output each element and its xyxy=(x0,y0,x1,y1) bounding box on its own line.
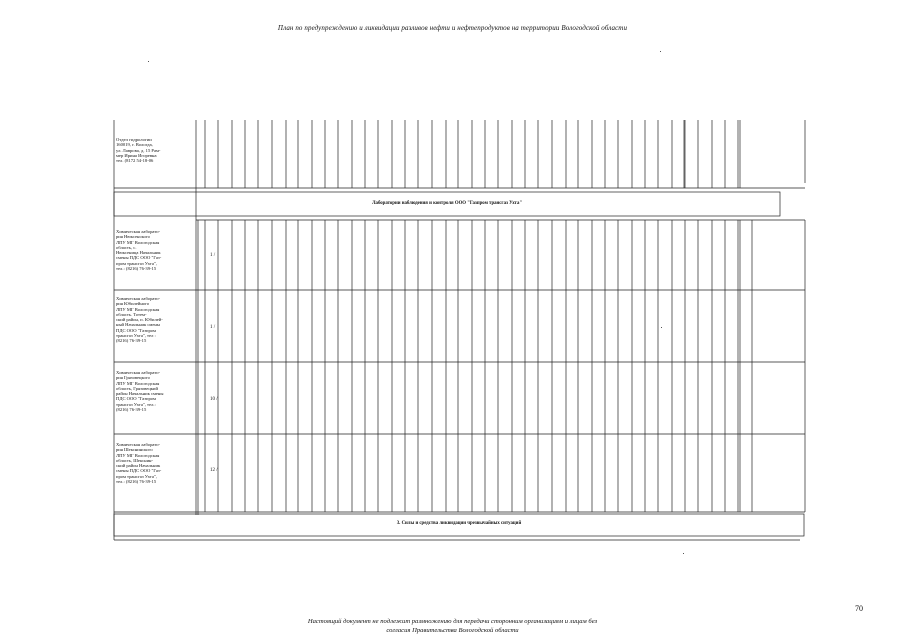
row-text-line: мер Ирина Игоревна xyxy=(116,152,157,158)
row-text-line: трансгаз Ухта", тел : xyxy=(116,333,156,339)
row-text-line: пром трансгаз Ухта", xyxy=(116,260,157,266)
row-text-line: ский район, п. Юбилей- xyxy=(116,317,163,323)
row-text-line: рия Грязовецкого xyxy=(116,375,150,381)
row-text-line: ЛПУ МГ Вологодская xyxy=(116,380,160,386)
row-text-line: Отдел гидрологии xyxy=(116,137,152,142)
scan-speck xyxy=(661,327,662,328)
qty-lab-gryazovets: 10 / xyxy=(210,397,218,402)
row-text-line: рия Шекснинского xyxy=(116,447,153,453)
row-text-line: Химическая лаборато- xyxy=(116,370,161,375)
row-text-line: Химическая лаборато- xyxy=(116,296,161,301)
row-text-line: область, Грязовецкий xyxy=(116,385,158,391)
row-text-line: Химическая лаборато- xyxy=(116,229,161,234)
row-text-line: тел.: (8216) 76-39-15 xyxy=(116,266,157,272)
row-text-line: тел. (8172 54-18-06 xyxy=(116,158,154,164)
row-text-line: Химическая лаборато- xyxy=(116,442,161,447)
row-text-line: область, Шекснин- xyxy=(116,457,154,463)
row-lab-yubileyny xyxy=(116,296,194,344)
row-text-line: 160019, г. Вологда, xyxy=(116,142,153,148)
page-number: 70 xyxy=(855,604,863,613)
row-text-line: пром трансгаз Ухта", xyxy=(116,473,157,479)
scan-speck xyxy=(660,51,661,52)
row-text-line: ЛПУ МГ Вологодская xyxy=(116,306,160,312)
row-text-line: Нюксеница Начальник xyxy=(116,250,161,256)
row-text-line: (8216) 76-39-15 xyxy=(116,338,147,344)
row-text-line: трансгаз Ухта", тел.: xyxy=(116,401,156,407)
row-lab-nyuksenitsa xyxy=(116,229,194,271)
row-lab-sheksna xyxy=(116,442,194,484)
row-text-line: рия Нюксенского xyxy=(116,234,150,240)
footer-disclaimer-line1: Настоящий документ не подлежит размножению для передачи сторонним организациям и лицам без xyxy=(307,618,598,625)
qty-lab-yubileyny: 1 / xyxy=(210,325,216,330)
scan-speck xyxy=(148,61,149,62)
row-text-line: ПДС ООО "Газпром xyxy=(116,396,156,402)
row-text-line: ский район Начальник xyxy=(116,463,161,469)
row-text-line: смены ПДС ООО "Газ- xyxy=(116,255,162,261)
row-text-line: район Начальник смены xyxy=(116,391,164,397)
row-text-line: ЛПУ МГ Вологодская xyxy=(116,452,160,458)
footer-disclaimer-line2: согласия Правительства Вологодской области xyxy=(386,627,519,634)
row-text-line: ЛПУ МГ Вологодская xyxy=(116,239,160,245)
row-text-line: (8216) 76-39-15 xyxy=(116,407,147,413)
qty-lab-nyuksenitsa: 1 / xyxy=(210,253,216,258)
row-text-line: ный Начальник смены xyxy=(116,322,160,328)
row-text-line: смены ПДС ООО "Газ- xyxy=(116,468,162,474)
qty-lab-sheksna: 12 / xyxy=(210,468,218,473)
row-text-line: ПДС ООО "Газпром xyxy=(116,327,156,333)
row-text-line: область. Тотем- xyxy=(116,311,147,317)
row-hydrology-dept xyxy=(116,137,194,163)
row-text-line: ул. Лаврова, д. 15 Рам- xyxy=(116,147,161,153)
row-text-line: рия Юбилейного xyxy=(116,301,150,307)
row-text-line: тел.: (8216) 76-39-15 xyxy=(116,479,157,485)
lab-section-banner: Лаборатории наблюдения и контроля ООО "Газпром трансгаз Ухта" xyxy=(371,201,523,206)
row-lab-gryazovets xyxy=(116,370,194,412)
page-header-title: План по предупреждению и ликвидации разливов нефти и нефтепродуктов на территории Вологодской области xyxy=(277,24,628,32)
section-3-banner: 3. Силы и средства ликвидации чрезвычайных ситуаций xyxy=(396,521,522,526)
row-text-line: область, с. xyxy=(116,244,137,250)
scan-speck xyxy=(683,553,684,554)
